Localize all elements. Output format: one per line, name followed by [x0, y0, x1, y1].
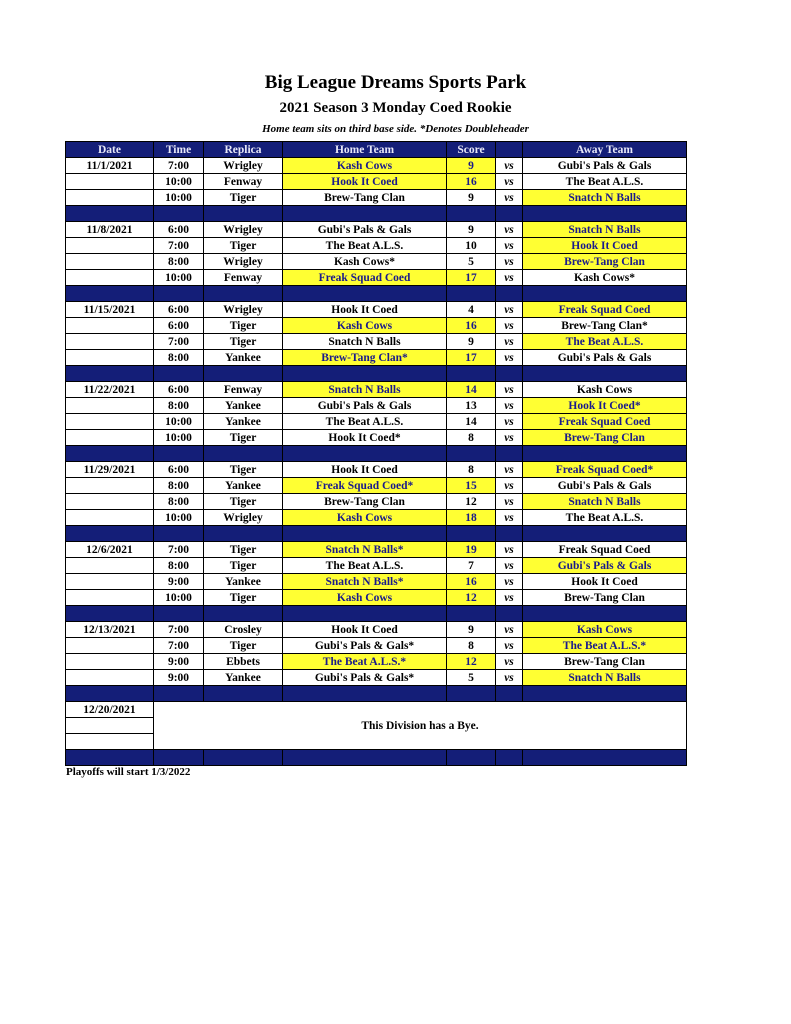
vs-label: vs [496, 334, 523, 350]
game-time: 8:00 [154, 350, 204, 366]
away-team: Brew-Tang Clan [523, 254, 687, 270]
away-team: Hook It Coed [523, 238, 687, 254]
game-date: 11/8/2021 [66, 222, 154, 238]
table-row [66, 222, 687, 238]
game-date [66, 398, 154, 414]
game-time: 6:00 [154, 302, 204, 318]
game-field: Crosley [204, 622, 283, 638]
game-time: 7:00 [154, 622, 204, 638]
bye-date: 12/20/2021 [66, 702, 154, 718]
table-row [66, 670, 687, 686]
bye-blank-cell [66, 734, 154, 750]
table-row [66, 382, 687, 398]
game-time: 7:00 [154, 334, 204, 350]
away-team: Kash Cows [523, 622, 687, 638]
game-field: Fenway [204, 382, 283, 398]
table-row [66, 622, 687, 638]
home-team: Snatch N Balls* [283, 574, 447, 590]
game-time: 6:00 [154, 318, 204, 334]
table-row [66, 158, 687, 174]
game-time: 7:00 [154, 238, 204, 254]
bye-section [66, 702, 687, 766]
game-field: Wrigley [204, 158, 283, 174]
game-score: 12 [447, 654, 496, 670]
vs-label: vs [496, 654, 523, 670]
game-date [66, 334, 154, 350]
away-team: Kash Cows [523, 382, 687, 398]
game-field: Tiger [204, 238, 283, 254]
game-field: Tiger [204, 462, 283, 478]
vs-label: vs [496, 270, 523, 286]
game-field: Tiger [204, 334, 283, 350]
week-separator [66, 286, 687, 302]
home-team: Gubi's Pals & Gals* [283, 670, 447, 686]
home-team: The Beat A.L.S. [283, 558, 447, 574]
vs-label: vs [496, 382, 523, 398]
game-score: 9 [447, 622, 496, 638]
column-header-score: Score [447, 142, 496, 158]
game-score: 15 [447, 478, 496, 494]
page-subtitle: 2021 Season 3 Monday Coed Rookie [279, 100, 512, 116]
game-date [66, 238, 154, 254]
vs-label: vs [496, 462, 523, 478]
table-row [66, 494, 687, 510]
away-team: Gubi's Pals & Gals [523, 558, 687, 574]
home-team: The Beat A.L.S. [283, 238, 447, 254]
schedule-table [65, 141, 687, 766]
away-team: The Beat A.L.S. [523, 510, 687, 526]
game-time: 7:00 [154, 158, 204, 174]
away-team: The Beat A.L.S. [523, 334, 687, 350]
vs-label: vs [496, 590, 523, 606]
game-date [66, 510, 154, 526]
game-date: 11/29/2021 [66, 462, 154, 478]
table-row [66, 654, 687, 670]
table-row [66, 430, 687, 446]
table-row [66, 270, 687, 286]
game-field: Wrigley [204, 302, 283, 318]
game-field: Tiger [204, 318, 283, 334]
table-row [66, 238, 687, 254]
game-score: 13 [447, 398, 496, 414]
away-team: Brew-Tang Clan [523, 430, 687, 446]
column-header-date: Date [66, 142, 154, 158]
vs-label: vs [496, 638, 523, 654]
away-team: Gubi's Pals & Gals [523, 350, 687, 366]
away-team: Freak Squad Coed [523, 542, 687, 558]
game-time: 8:00 [154, 494, 204, 510]
game-time: 8:00 [154, 478, 204, 494]
away-team: The Beat A.L.S.* [523, 638, 687, 654]
vs-label: vs [496, 622, 523, 638]
week-separator [66, 606, 687, 622]
game-date [66, 350, 154, 366]
game-time: 6:00 [154, 222, 204, 238]
game-time: 10:00 [154, 174, 204, 190]
table-row [66, 254, 687, 270]
column-header-home-team: Home Team [283, 142, 447, 158]
game-field: Tiger [204, 190, 283, 206]
vs-label: vs [496, 318, 523, 334]
week-separator [66, 686, 687, 702]
game-field: Yankee [204, 398, 283, 414]
vs-label: vs [496, 414, 523, 430]
vs-label: vs [496, 158, 523, 174]
home-team: Freak Squad Coed* [283, 478, 447, 494]
week-separator [66, 446, 687, 462]
game-date [66, 494, 154, 510]
home-team: Gubi's Pals & Gals [283, 222, 447, 238]
away-team: Brew-Tang Clan [523, 654, 687, 670]
game-date [66, 254, 154, 270]
game-field: Tiger [204, 494, 283, 510]
away-team: Hook It Coed [523, 574, 687, 590]
game-date: 11/22/2021 [66, 382, 154, 398]
game-score: 16 [447, 174, 496, 190]
table-row [66, 318, 687, 334]
home-team: Kash Cows [283, 590, 447, 606]
table-row [66, 398, 687, 414]
game-field: Tiger [204, 638, 283, 654]
home-team: Gubi's Pals & Gals [283, 398, 447, 414]
vs-label: vs [496, 398, 523, 414]
game-field: Wrigley [204, 510, 283, 526]
table-row [66, 350, 687, 366]
home-team: Kash Cows [283, 158, 447, 174]
game-date: 11/1/2021 [66, 158, 154, 174]
home-team: Snatch N Balls* [283, 542, 447, 558]
home-team: Gubi's Pals & Gals* [283, 638, 447, 654]
game-score: 5 [447, 254, 496, 270]
game-field: Wrigley [204, 222, 283, 238]
home-team: Kash Cows [283, 318, 447, 334]
game-time: 10:00 [154, 270, 204, 286]
game-time: 9:00 [154, 670, 204, 686]
vs-label: vs [496, 302, 523, 318]
game-field: Tiger [204, 542, 283, 558]
vs-label: vs [496, 190, 523, 206]
away-team: Snatch N Balls [523, 222, 687, 238]
game-time: 10:00 [154, 190, 204, 206]
vs-label: vs [496, 238, 523, 254]
game-date [66, 638, 154, 654]
game-date: 12/13/2021 [66, 622, 154, 638]
vs-label: vs [496, 430, 523, 446]
table-row [66, 542, 687, 558]
game-date [66, 478, 154, 494]
vs-label: vs [496, 478, 523, 494]
game-score: 9 [447, 334, 496, 350]
table-row [66, 574, 687, 590]
game-date [66, 670, 154, 686]
game-field: Wrigley [204, 254, 283, 270]
game-date [66, 430, 154, 446]
game-score: 8 [447, 462, 496, 478]
week-separator [66, 750, 687, 766]
game-field: Fenway [204, 174, 283, 190]
game-score: 5 [447, 670, 496, 686]
vs-label: vs [496, 494, 523, 510]
game-field: Tiger [204, 558, 283, 574]
vs-label: vs [496, 510, 523, 526]
bye-message: This Division has a Bye. [154, 702, 687, 750]
away-team: Gubi's Pals & Gals [523, 158, 687, 174]
home-team: Snatch N Balls [283, 334, 447, 350]
table-row [66, 174, 687, 190]
vs-label: vs [496, 542, 523, 558]
game-field: Yankee [204, 574, 283, 590]
game-time: 6:00 [154, 462, 204, 478]
table-row [66, 334, 687, 350]
game-field: Yankee [204, 350, 283, 366]
week-separator [66, 366, 687, 382]
table-row [66, 414, 687, 430]
week-separator [66, 206, 687, 222]
game-field: Yankee [204, 670, 283, 686]
page-title: Big League Dreams Sports Park [264, 72, 527, 93]
game-score: 8 [447, 430, 496, 446]
game-time: 8:00 [154, 254, 204, 270]
bye-row [66, 702, 687, 718]
game-score: 9 [447, 158, 496, 174]
game-field: Tiger [204, 590, 283, 606]
vs-label: vs [496, 222, 523, 238]
game-score: 16 [447, 574, 496, 590]
game-score: 17 [447, 270, 496, 286]
vs-label: vs [496, 558, 523, 574]
table-row [66, 638, 687, 654]
game-score: 12 [447, 494, 496, 510]
game-field: Fenway [204, 270, 283, 286]
vs-label: vs [496, 574, 523, 590]
game-date [66, 174, 154, 190]
game-date [66, 654, 154, 670]
home-team: Snatch N Balls [283, 382, 447, 398]
home-team: Hook It Coed* [283, 430, 447, 446]
home-team: Kash Cows* [283, 254, 447, 270]
game-date [66, 558, 154, 574]
game-date [66, 574, 154, 590]
game-score: 8 [447, 638, 496, 654]
home-team: The Beat A.L.S.* [283, 654, 447, 670]
home-team: Hook It Coed [283, 302, 447, 318]
schedule-note: Home team sits on third base side. *Denotes Doubleheader [262, 123, 529, 135]
away-team: Hook It Coed* [523, 398, 687, 414]
home-team: Brew-Tang Clan [283, 190, 447, 206]
game-time: 10:00 [154, 590, 204, 606]
home-team: Brew-Tang Clan* [283, 350, 447, 366]
table-row [66, 190, 687, 206]
game-time: 9:00 [154, 574, 204, 590]
away-team: Snatch N Balls [523, 190, 687, 206]
home-team: Brew-Tang Clan [283, 494, 447, 510]
home-team: Freak Squad Coed [283, 270, 447, 286]
game-time: 7:00 [154, 542, 204, 558]
table-header-row [66, 142, 687, 158]
game-score: 14 [447, 382, 496, 398]
home-team: The Beat A.L.S. [283, 414, 447, 430]
vs-label: vs [496, 670, 523, 686]
table-row [66, 302, 687, 318]
table-row [66, 478, 687, 494]
table-row [66, 462, 687, 478]
game-score: 14 [447, 414, 496, 430]
game-score: 9 [447, 190, 496, 206]
away-team: Snatch N Balls [523, 494, 687, 510]
game-date [66, 590, 154, 606]
game-field: Tiger [204, 430, 283, 446]
game-time: 10:00 [154, 510, 204, 526]
away-team: Gubi's Pals & Gals [523, 478, 687, 494]
table-row [66, 510, 687, 526]
game-time: 8:00 [154, 398, 204, 414]
game-time: 9:00 [154, 654, 204, 670]
vs-label: vs [496, 254, 523, 270]
home-team: Kash Cows [283, 510, 447, 526]
game-score: 7 [447, 558, 496, 574]
game-field: Ebbets [204, 654, 283, 670]
game-time: 10:00 [154, 414, 204, 430]
game-field: Yankee [204, 478, 283, 494]
game-time: 6:00 [154, 382, 204, 398]
game-date: 11/15/2021 [66, 302, 154, 318]
table-row [66, 558, 687, 574]
column-header-vs [496, 142, 523, 158]
game-score: 4 [447, 302, 496, 318]
table-row [66, 590, 687, 606]
away-team: Freak Squad Coed [523, 414, 687, 430]
game-score: 17 [447, 350, 496, 366]
column-header-away-team: Away Team [523, 142, 687, 158]
game-score: 19 [447, 542, 496, 558]
away-team: Kash Cows* [523, 270, 687, 286]
game-score: 9 [447, 222, 496, 238]
game-date [66, 270, 154, 286]
game-time: 7:00 [154, 638, 204, 654]
week-separator [66, 526, 687, 542]
vs-label: vs [496, 350, 523, 366]
bye-blank-cell [66, 718, 154, 734]
game-time: 8:00 [154, 558, 204, 574]
away-team: Freak Squad Coed [523, 302, 687, 318]
game-date [66, 414, 154, 430]
game-score: 18 [447, 510, 496, 526]
game-time: 10:00 [154, 430, 204, 446]
away-team: Snatch N Balls [523, 670, 687, 686]
home-team: Hook It Coed [283, 622, 447, 638]
home-team: Hook It Coed [283, 462, 447, 478]
game-date [66, 318, 154, 334]
game-date [66, 190, 154, 206]
away-team: Freak Squad Coed* [523, 462, 687, 478]
away-team: Brew-Tang Clan* [523, 318, 687, 334]
playoffs-note: Playoffs will start 1/3/2022 [66, 766, 191, 778]
away-team: Brew-Tang Clan [523, 590, 687, 606]
away-team: The Beat A.L.S. [523, 174, 687, 190]
schedule-body [66, 158, 687, 702]
game-field: Yankee [204, 414, 283, 430]
game-score: 10 [447, 238, 496, 254]
home-team: Hook It Coed [283, 174, 447, 190]
game-score: 16 [447, 318, 496, 334]
column-header-time: Time [154, 142, 204, 158]
vs-label: vs [496, 174, 523, 190]
column-header-replica: Replica [204, 142, 283, 158]
game-score: 12 [447, 590, 496, 606]
game-date: 12/6/2021 [66, 542, 154, 558]
